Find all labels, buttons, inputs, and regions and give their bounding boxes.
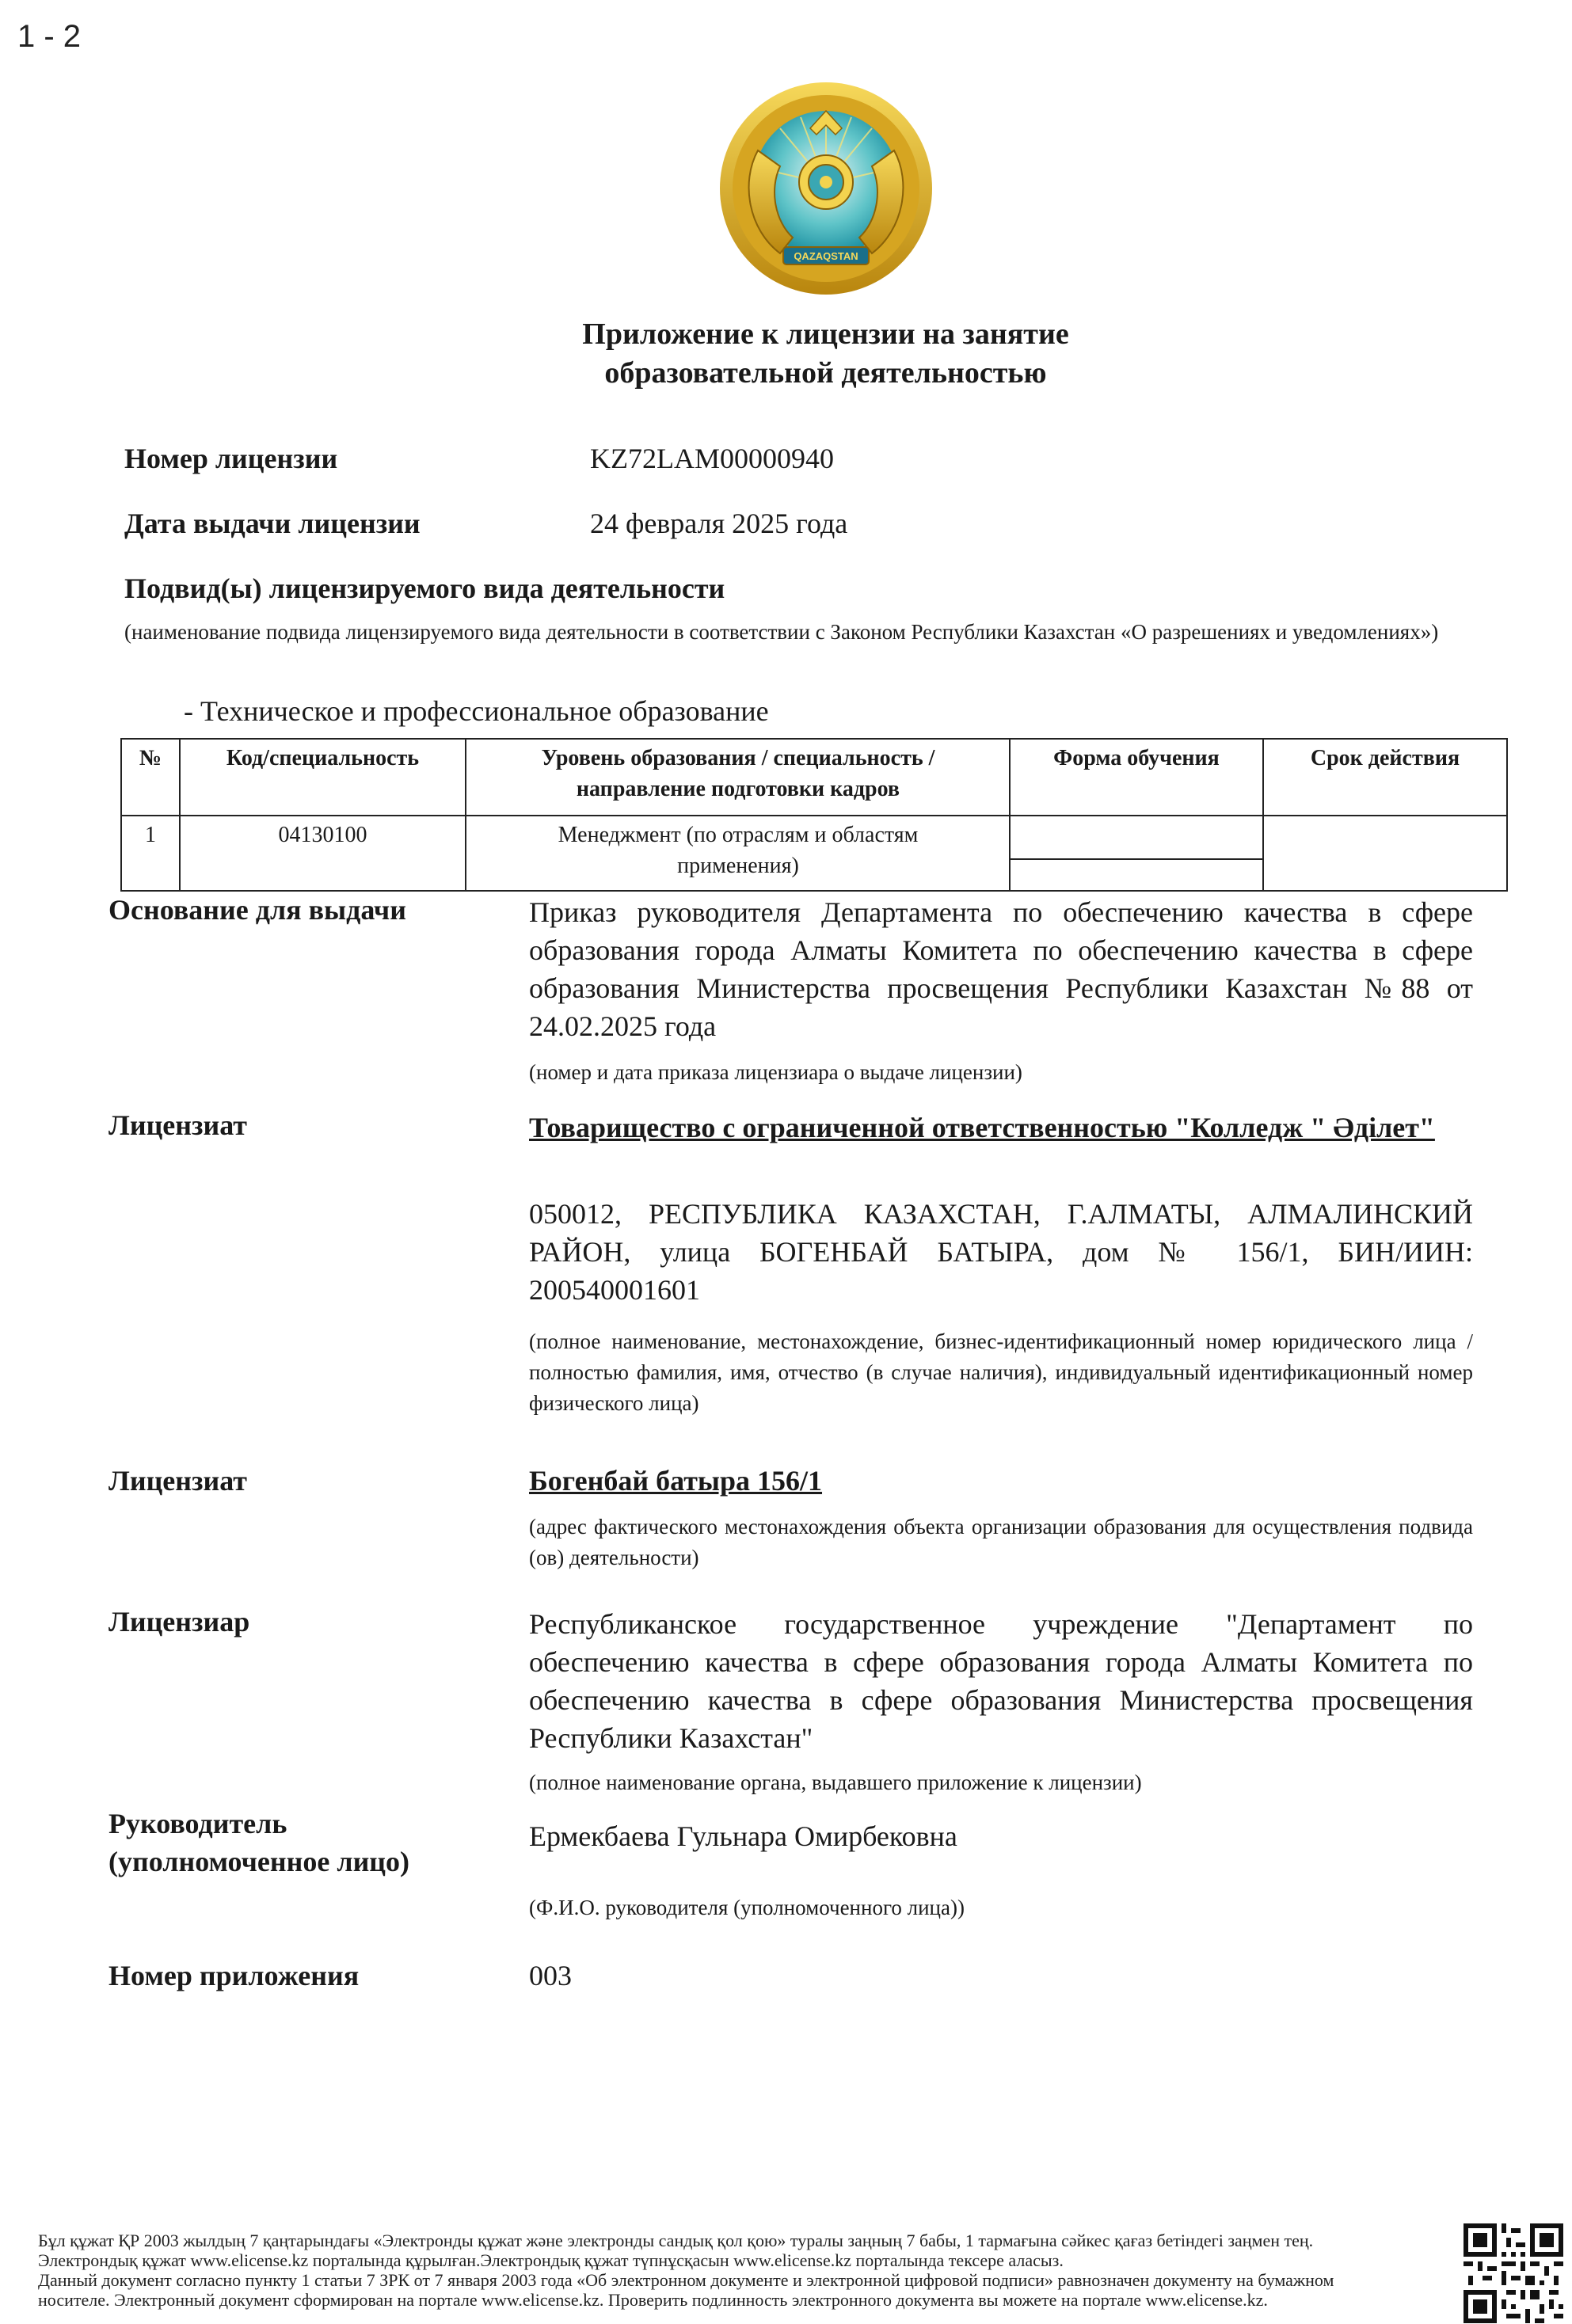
head-value: Ермекбаева Гульнара Омирбековна (529, 1820, 957, 1852)
issue-date-value: 24 февраля 2025 года (590, 508, 848, 539)
qr-code-icon (1464, 2223, 1563, 2323)
licensee-name: Товарищество с ограниченной ответственностью "Колледж " Әділет" (529, 1112, 1435, 1143)
table-header-num: № (139, 746, 162, 770)
table-cell-num: 1 (145, 823, 156, 847)
table-header-code: Код/специальность (226, 746, 420, 770)
page-number: 1 - 2 (17, 19, 82, 54)
footer-line-1: Бұл құжат ҚР 2003 жылдың 7 қаңтарындағы «Электронды құжат және электронды сандық қол қою» туралы заңның 7 бабы, 1 тармағына сәйкес қағаз бетіндегі заңмен тең. (38, 2231, 1314, 2250)
appendix-number-value: 003 (529, 1960, 572, 1991)
table-header-term: Срок действия (1310, 746, 1460, 770)
table-header-form: Форма обучения (1053, 746, 1220, 770)
state-emblem-icon (717, 79, 935, 298)
table-cell-level: Менеджмент (по отраслям и областям применения) (558, 823, 919, 878)
table-header-level: Уровень образования / специальность / направление подготовки кадров (541, 746, 935, 801)
subtypes-note: (наименование подвида лицензируемого вида деятельности в соответствии с Законом Республики Казахстан «О разрешениях и уведомлениях») (124, 620, 1439, 644)
subtype-item: - Техническое и профессиональное образование (184, 695, 769, 727)
basis-note: (номер и дата приказа лицензиара о выдаче лицензии) (529, 1060, 1022, 1084)
licensee-site-label: Лицензиат (108, 1465, 247, 1497)
head-note: (Ф.И.О. руководителя (уполномоченного лица)) (529, 1896, 965, 1919)
basis-value: Приказ руководителя Департамента по обеспечению качества в сфере образования города Алматы Комитета по обеспечению качества в сфере образования Министерства просвещения Республики Казахстан №88 от 24.02.2025 года (529, 896, 1473, 1042)
licensor-value: Республиканское государственное учреждение "Департамент по обеспечению качества в сфере образования города Алматы Комитета по обеспечению качества в сфере образования Министерства просвещения Республики Казахстан" (529, 1608, 1473, 1754)
license-number-value: KZ72LAM00000940 (590, 443, 834, 474)
head-label (108, 1805, 409, 1881)
subtypes-label: Подвид(ы) лицензируемого вида деятельности (124, 572, 725, 604)
issue-date-label: Дата выдачи лицензии (124, 508, 421, 539)
licensor-note: (полное наименование органа, выдавшего приложение к лицензии) (529, 1771, 1142, 1794)
licensor-label: Лицензиар (108, 1606, 250, 1637)
licensee-note: (полное наименование, местонахождение, бизнес-идентификационный номер юридического лица / полностью фамилия, имя, отчество (в случае наличия), индивидуальный идентификационный номер физического лица) (529, 1329, 1473, 1415)
head-label-line-1: Руководитель (108, 1808, 287, 1839)
title-line-2: образовательной деятельностью (604, 356, 1047, 390)
table-cell-code: 04130100 (278, 823, 367, 847)
footer-notice (38, 2231, 1460, 2310)
head-label-line-2: (уполномоченное лицо) (108, 1846, 410, 1877)
footer-line-2: Электрондық құжат www.elicense.kz порталында құрылған.Электрондық құжат түпнұсқасын www.elicense.kz порталында тексере аласыз. (38, 2250, 1064, 2270)
basis-label: Основание для выдачи (108, 894, 406, 926)
footer-line-3: Данный документ согласно пункту 1 статьи 7 ЗРК от 7 января 2003 года «Об электронном документе и электронной цифровой подписи» равнозначен документу на бумажном (38, 2270, 1334, 2290)
licensee-label: Лицензиат (108, 1109, 247, 1141)
licensee-site-note: (адрес фактического местонахождения объекта организации образования для осуществления подвида (ов) деятельности) (529, 1515, 1473, 1569)
license-number-label: Номер лицензии (124, 443, 338, 474)
title-line-1: Приложение к лицензии на занятие (582, 318, 1069, 351)
appendix-number-label: Номер приложения (108, 1960, 360, 1991)
document-title (396, 315, 1255, 393)
licensee-site-value: Богенбай батыра 156/1 (529, 1465, 823, 1497)
licensee-address: 050012, РЕСПУБЛИКА КАЗАХСТАН, Г.АЛМАТЫ, АЛМАЛИНСКИЙ РАЙОН, улица БОГЕНБАЙ БАТЫРА, дом № 156/1, БИН/ИИН: 200540001601 (529, 1198, 1473, 1306)
emblem-caption: QAZAQSTAN (794, 250, 858, 262)
footer-line-4: носителе. Электронный документ сформирован на портале www.elicense.kz. Проверить подлинность электронного документа вы можете на портале www.elicense.kz. (38, 2290, 1268, 2310)
